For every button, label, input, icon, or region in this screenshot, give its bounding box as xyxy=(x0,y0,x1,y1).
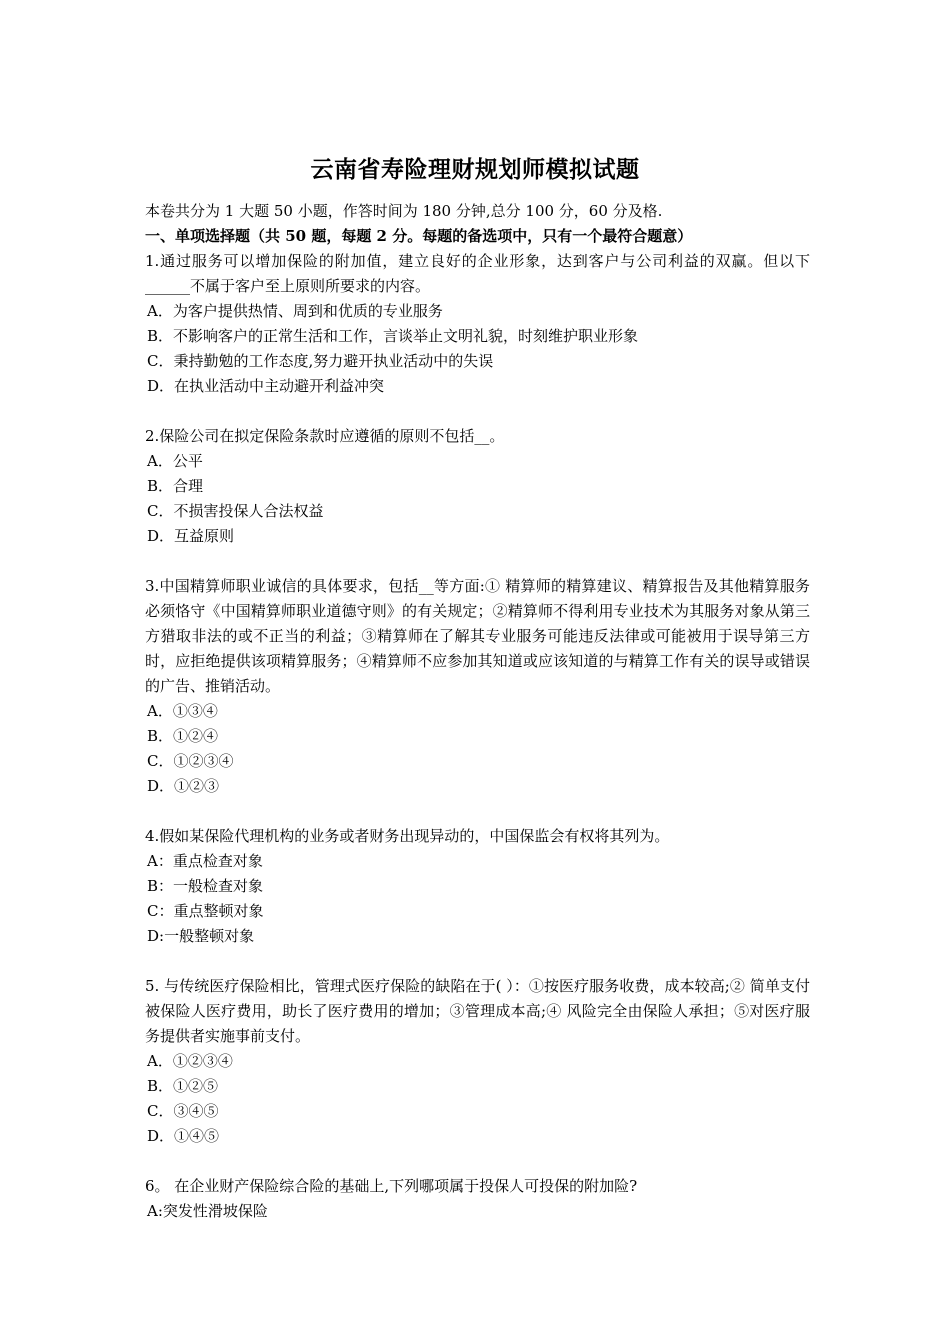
option-b: B．①②④ xyxy=(147,727,219,745)
option-a: A．①③④ xyxy=(147,702,218,720)
option-c: C．秉持勤勉的工作态度,努力避开执业活动中的失误 xyxy=(147,352,494,370)
option-a: A．为客户提供热情、周到和优质的专业服务 xyxy=(147,302,443,320)
option-b: B．合理 xyxy=(147,477,204,495)
option-b: B．①②⑤ xyxy=(147,1077,219,1095)
section-heading: 一、单项选择题（共 50 题，每题 2 分。每题的备选项中，只有一个最符合题意） xyxy=(145,227,693,245)
option-d: D:一般整顿对象 xyxy=(147,927,255,945)
option-c: C．不损害投保人合法权益 xyxy=(147,502,324,520)
page-title: 云南省寿险理财规划师模拟试题 xyxy=(310,156,640,183)
option-b: B．不影响客户的正常生活和工作，言谈举止文明礼貌，时刻维护职业形象 xyxy=(147,327,639,345)
option-d: D．在执业活动中主动避开利益冲突 xyxy=(147,377,385,395)
question-5 xyxy=(145,974,810,1149)
option-c: C．①②③④ xyxy=(147,752,234,770)
option-c: C．③④⑤ xyxy=(147,1102,219,1120)
question-stem: 4.假如某保险代理机构的业务或者财务出现异动的，中国保监会有权将其列为。 xyxy=(145,827,670,845)
option-a: A：重点检查对象 xyxy=(147,852,263,870)
question-4 xyxy=(145,824,810,949)
question-stem: 2.保险公司在拟定保险条款时应遵循的原则不包括__。 xyxy=(145,427,505,445)
option-d: D．①④⑤ xyxy=(147,1127,220,1145)
question-3 xyxy=(145,574,810,799)
option-b: B：一般检查对象 xyxy=(147,877,264,895)
question-2 xyxy=(145,424,810,549)
exam-intro: 本卷共分为 1 大题 50 小题，作答时间为 180 分钟,总分 100 分，60 分及格. xyxy=(145,202,663,220)
question-6 xyxy=(145,1174,810,1224)
option-a: A:突发性滑坡保险 xyxy=(147,1202,268,1220)
option-a: A．公平 xyxy=(147,452,203,470)
option-d: D．互益原则 xyxy=(147,527,235,545)
question-stem: 6。 在企业财产保险综合险的基础上,下列哪项属于投保人可投保的附加险? xyxy=(145,1177,638,1195)
question-stem: 1.通过服务可以增加保险的附加值，建立良好的企业形象，达到客户与公司利益的双赢。但以下______不属于客户至上原则所要求的内容。 xyxy=(145,252,810,295)
question-stem: 5. 与传统医疗保险相比，管理式医疗保险的缺陷在于( ）：①按医疗服务收费，成本较高;② 简单支付被保险人医疗费用，助长了医疗费用的增加；③管理成本高;④ 风险完全由保险人承担；⑤对医疗服务提供者实施事前支付。 xyxy=(145,977,810,1045)
option-c: C：重点整顿对象 xyxy=(147,902,264,920)
option-a: A．①②③④ xyxy=(147,1052,233,1070)
option-d: D．①②③ xyxy=(147,777,220,795)
question-1 xyxy=(145,249,810,399)
question-stem: 3.中国精算师职业诚信的具体要求，包括__等方面:① 精算师的精算建议、精算报告及其他精算服务必须恪守《中国精算师职业道德守则》的有关规定；②精算师不得利用专业技术为其服务对象从第三方猎取非法的或不正当的利益；③精算师在了解其专业服务可能违反法律或可能被用于误导第三方时，应拒绝提供该项精算服务；④精算师不应参加其知道或应该知道的与精算工作有关的误导或错误的广告、推销活动。 xyxy=(145,577,810,695)
document-body xyxy=(145,199,810,1224)
